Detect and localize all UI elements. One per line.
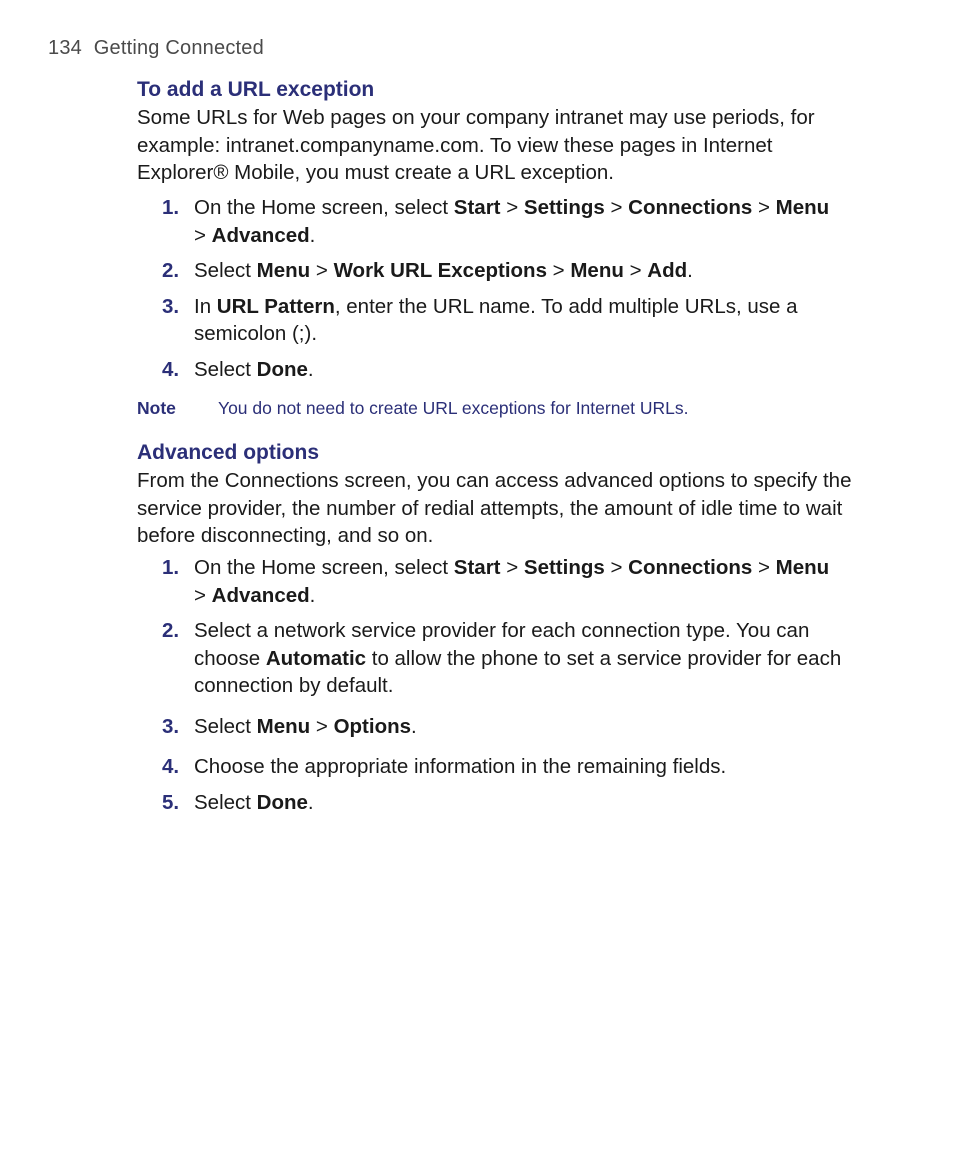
step-text: . <box>307 357 314 381</box>
step-bold: Settings <box>523 196 605 219</box>
step-text: Select a network service provider for each connection type. You can choose <box>194 619 810 670</box>
step-bold: Options <box>333 714 412 738</box>
list-item <box>137 257 859 285</box>
step-text: > <box>310 714 334 738</box>
step-bold: Menu <box>256 259 311 282</box>
note-text: You do not need to create URL exceptions for Internet URLs. <box>218 398 689 418</box>
step-number: 3. <box>162 714 180 738</box>
step-bold: Add <box>647 259 688 282</box>
list-item <box>137 753 859 781</box>
list-item <box>137 194 859 249</box>
step-bold: Start <box>453 196 501 219</box>
step-bold: Done <box>256 357 308 381</box>
step-bold: Connections <box>628 556 753 579</box>
step-number: 2. <box>162 619 180 642</box>
step-bold: Menu <box>775 556 830 579</box>
list-item <box>137 554 859 609</box>
list-item <box>137 356 859 384</box>
step-text: > <box>500 556 524 579</box>
step-text: Select <box>194 259 257 282</box>
step-text: , enter the URL name. To add multiple URLs, use a semicolon (;). <box>194 294 798 345</box>
step-text: > <box>194 223 212 247</box>
advanced-options-intro: From the Connections screen, you can access advanced options to specify the service provider, the number of redial attempts, the amount of idle time to wait before disconnecting, and so on. <box>137 469 852 547</box>
step-number: 5. <box>162 790 180 814</box>
step-bold: Menu <box>256 714 311 738</box>
step-bold: Done <box>256 790 308 814</box>
step-text: . <box>307 790 314 814</box>
step-bold: Start <box>453 556 501 579</box>
step-text: On the Home screen, select <box>194 556 454 579</box>
step-number: 3. <box>162 294 180 318</box>
step-bold: URL Pattern <box>216 294 335 318</box>
step-text: On the Home screen, select <box>194 196 454 219</box>
step-number: 1. <box>162 196 180 219</box>
step-text: > <box>752 556 776 579</box>
step-bold: Menu <box>570 259 624 282</box>
step-bold: Menu <box>775 196 830 219</box>
list-item <box>137 293 859 348</box>
step-number: 1. <box>162 556 180 579</box>
page-header <box>48 37 264 60</box>
url-exception-heading: To add a URL exception <box>137 78 375 101</box>
url-exception-steps <box>137 194 859 383</box>
page-number: 134 <box>48 37 82 59</box>
step-text: Select <box>194 357 257 381</box>
url-exception-intro: Some URLs for Web pages on your company intranet may use periods, for example: intranet.companyname.com. To view these pages in Internet Explorer® Mobile, you must create a URL exception. <box>137 106 815 184</box>
step-text: > <box>623 259 648 282</box>
step-text: > <box>500 196 524 219</box>
step-number: 2. <box>162 259 180 282</box>
step-text: Select <box>194 714 257 738</box>
step-bold: Advanced <box>211 583 310 607</box>
step-text: In <box>194 294 217 318</box>
step-bold: Connections <box>628 196 753 219</box>
step-number: 4. <box>162 755 180 778</box>
step-bold: Settings <box>523 556 605 579</box>
step-text: > <box>752 196 776 219</box>
step-text: . <box>309 583 316 607</box>
step-bold: Advanced <box>211 223 310 247</box>
note-callout <box>137 398 689 419</box>
step-text: > <box>194 583 212 607</box>
note-label: Note <box>137 398 176 418</box>
advanced-options-section <box>137 439 859 550</box>
step-text: . <box>411 714 417 738</box>
step-text: Choose the appropriate information in the remaining fields. <box>194 755 727 778</box>
step-text: > <box>604 556 629 579</box>
url-exception-section <box>137 76 857 187</box>
section-title: Getting Connected <box>93 37 264 59</box>
step-bold: Automatic <box>265 646 367 670</box>
step-text: . <box>309 223 316 247</box>
step-text: > <box>546 259 571 282</box>
advanced-options-steps <box>137 554 859 816</box>
step-number: 4. <box>162 357 180 381</box>
list-item <box>137 789 859 817</box>
list-item <box>137 617 859 700</box>
step-text: . <box>687 259 693 282</box>
step-bold: Work URL Exceptions <box>333 259 547 282</box>
step-text: to allow the phone to set a service provider for each connection by default. <box>194 646 842 697</box>
step-text: Select <box>194 790 257 814</box>
step-text: > <box>604 196 629 219</box>
step-text: > <box>310 259 334 282</box>
list-item <box>137 713 859 741</box>
advanced-options-heading: Advanced options <box>137 441 320 464</box>
